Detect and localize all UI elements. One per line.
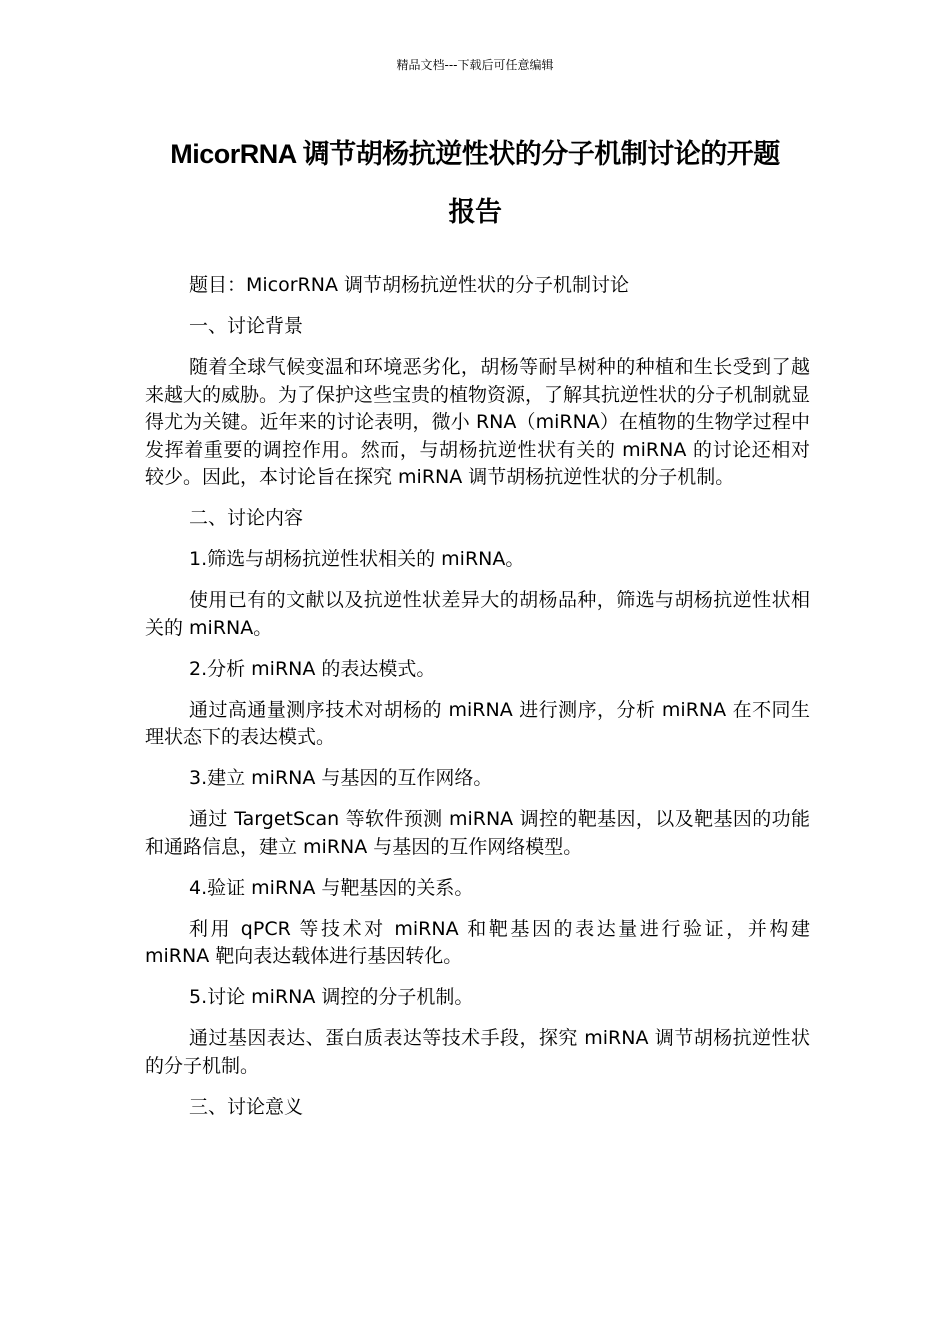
document-title-line-2: 报告: [448, 197, 502, 227]
item-3-heading: 3.建立 miRNA 与基因的互作网络。: [189, 767, 493, 789]
document-body: [145, 272, 810, 1135]
item-5-paragraph: 通过基因表达、蛋白质表达等技术手段，探究 miRNA 调节胡杨抗逆性状的分子机制。: [145, 1027, 810, 1077]
background-paragraph: 随着全球气候变温和环境恶劣化，胡杨等耐旱树种的种植和生长受到了越来越大的威胁。为了保护这些宝贵的植物资源，了解其抗逆性状的分子机制就显得尤为关键。近年来的讨论表明，微小 RNA（miRNA）在植物的生物学过程中发挥着重要的调控作用。然而，与胡杨抗逆性状有关的 miRNA 的讨论还相对较少。因此，本讨论旨在探究 miRNA 调节胡杨抗逆性状的分子机制。: [145, 356, 811, 488]
item-2-heading: 2.分析 miRNA 的表达模式。: [189, 657, 436, 680]
document-title-line-1: MicorRNA 调节胡杨抗逆性状的分子机制讨论的开题: [170, 139, 780, 169]
page-header: 精品文档---下载后可任意编辑: [396, 58, 554, 72]
item-1-heading: 1.筛选与胡杨抗逆性状相关的 miRNA。: [189, 548, 525, 570]
item-2-paragraph: 通过高通量测序技术对胡杨的 miRNA 进行测序，分析 miRNA 在不同生理状态下的表达模式。: [145, 698, 810, 748]
section-heading-content: 二、讨论内容: [189, 507, 304, 529]
item-1-paragraph: 使用已有的文献以及抗逆性状差异大的胡杨品种，筛选与胡杨抗逆性状相关的 miRNA。: [145, 589, 810, 639]
topic-line: 题目：MicorRNA 调节胡杨抗逆性状的分子机制讨论: [189, 274, 630, 296]
section-heading-significance: 三、讨论意义: [189, 1095, 304, 1118]
item-4-heading: 4.验证 miRNA 与靶基因的关系。: [189, 876, 474, 899]
section-heading-background: 一、讨论背景: [189, 315, 304, 337]
item-4-paragraph: 利用 qPCR 等技术对 miRNA 和靶基因的表达量进行验证，并构建 miRNA 靶向表达载体进行基因转化。: [145, 917, 810, 967]
item-3-paragraph: 通过 TargetScan 等软件预测 miRNA 调控的靶基因，以及靶基因的功能和通路信息，建立 miRNA 与基因的互作网络模型。: [145, 808, 810, 858]
item-5-heading: 5.讨论 miRNA 调控的分子机制。: [189, 986, 474, 1008]
